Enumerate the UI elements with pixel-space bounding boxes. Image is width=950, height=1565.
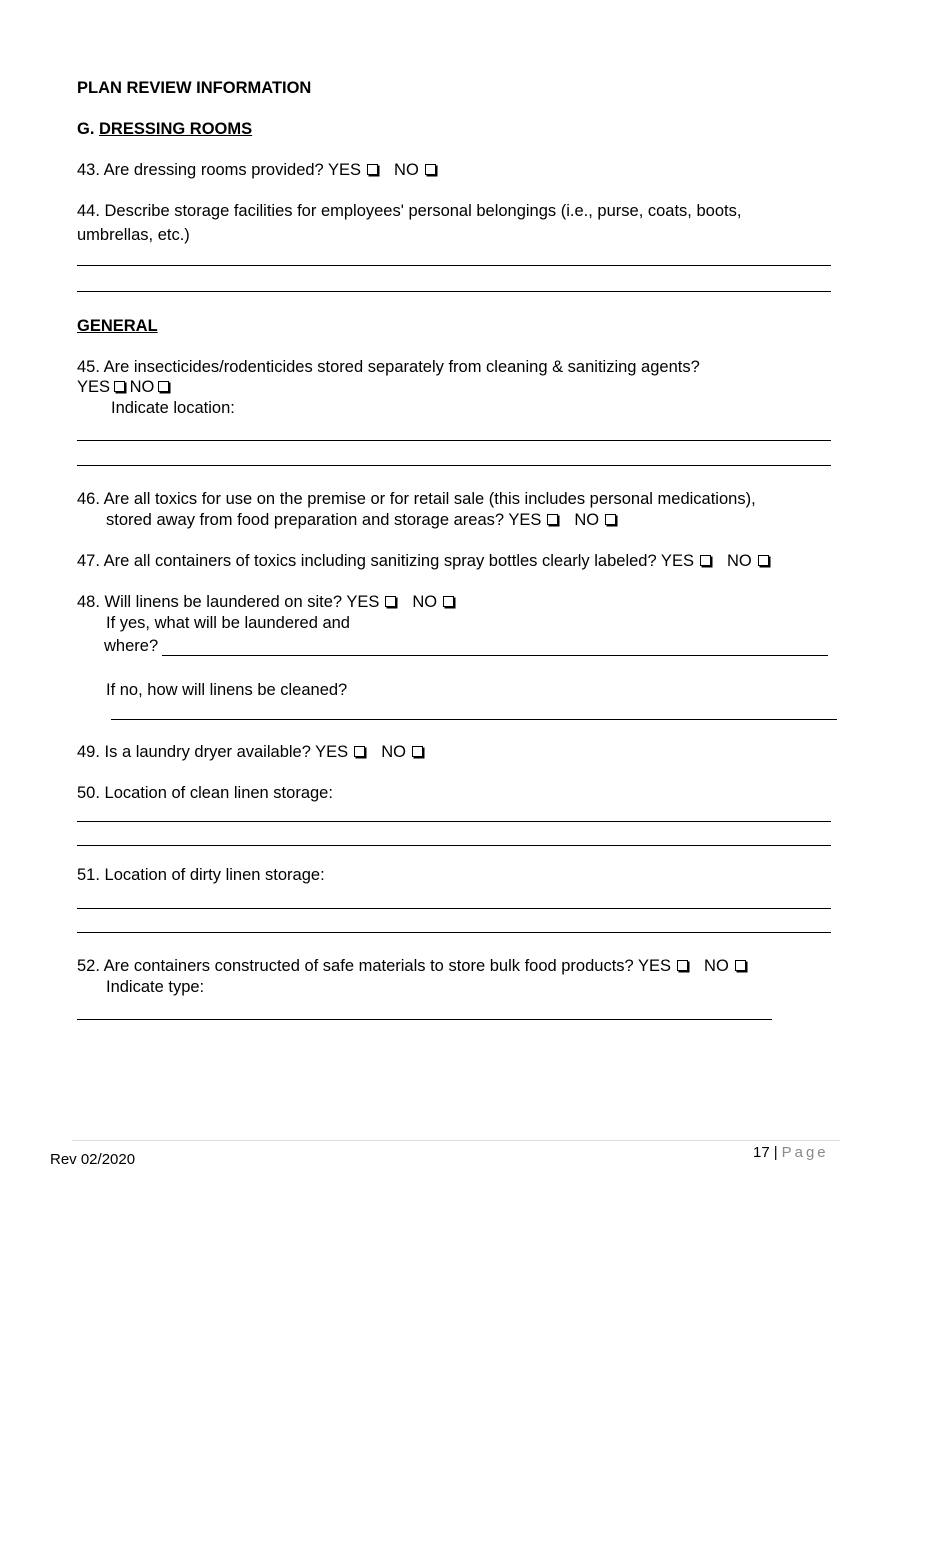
q52-no-label: NO xyxy=(704,957,729,975)
q45-no-checkbox[interactable] xyxy=(158,381,169,392)
q49-yes-checkbox[interactable] xyxy=(354,746,365,757)
q44-answer-line-1[interactable] xyxy=(77,265,831,266)
q47-no-checkbox[interactable] xyxy=(758,555,769,566)
question-45-options xyxy=(77,378,169,397)
q45-no-label: NO xyxy=(129,378,155,396)
q48-yes-checkbox[interactable] xyxy=(385,596,396,607)
q48-where-label: where? xyxy=(104,637,159,655)
q52-indicate-type: Indicate type: xyxy=(106,978,205,996)
q48-cleaning-answer-line[interactable] xyxy=(111,719,837,720)
q52-answer-line[interactable] xyxy=(77,1019,772,1020)
section-letter: G. xyxy=(77,120,100,138)
page-label: Page xyxy=(781,1144,829,1161)
q45-answer-line-2[interactable] xyxy=(77,465,831,466)
page-number xyxy=(753,1144,829,1161)
question-43 xyxy=(77,161,436,180)
q50-answer-line-1[interactable] xyxy=(77,821,831,822)
q48-no-checkbox[interactable] xyxy=(443,596,454,607)
question-46-line2 xyxy=(106,511,616,530)
question-47 xyxy=(77,552,769,571)
question-47-text: 47. Are all containers of toxics including sanitizing spray bottles clearly labeled? YES xyxy=(77,552,694,570)
q49-no-label: NO xyxy=(381,743,406,761)
footer-divider xyxy=(72,1140,840,1141)
q47-no-label: NO xyxy=(726,552,752,570)
question-51-text: 51. Location of dirty linen storage: xyxy=(77,866,325,884)
q50-answer-line-2[interactable] xyxy=(77,845,831,846)
q46-yes-checkbox[interactable] xyxy=(547,514,558,525)
q48-where-answer-line[interactable] xyxy=(162,655,828,656)
question-44-line2: umbrellas, etc.) xyxy=(77,226,190,244)
page-number-value: 17 xyxy=(753,1144,770,1161)
question-49-text: 49. Is a laundry dryer available? YES xyxy=(77,743,349,761)
question-46-line1: 46. Are all toxics for use on the premise or for retail sale (this includes personal medications), xyxy=(77,490,756,508)
q49-no-checkbox[interactable] xyxy=(412,746,423,757)
q45-indicate-location: Indicate location: xyxy=(111,399,235,417)
question-48 xyxy=(77,593,454,612)
question-52 xyxy=(77,957,746,976)
q52-yes-checkbox[interactable] xyxy=(677,960,688,971)
q45-yes-checkbox[interactable] xyxy=(114,381,125,392)
question-48-text: 48. Will linens be laundered on site? YES xyxy=(77,593,380,611)
section-title: DRESSING ROOMS xyxy=(99,120,253,138)
q46-no-label: NO xyxy=(574,511,600,529)
question-43-text: 43. Are dressing rooms provided? YES xyxy=(77,161,362,179)
q51-answer-line-2[interactable] xyxy=(77,932,831,933)
revision-label: Rev 02/2020 xyxy=(50,1151,136,1168)
q51-answer-line-1[interactable] xyxy=(77,908,831,909)
q45-answer-line-1[interactable] xyxy=(77,440,831,441)
q44-answer-line-2[interactable] xyxy=(77,291,831,292)
q43-no-label: NO xyxy=(394,161,419,179)
q43-yes-checkbox[interactable] xyxy=(367,164,378,175)
question-44-line1: 44. Describe storage facilities for employees' personal belongings (i.e., purse, coats, boots, xyxy=(77,202,742,220)
q48-if-no: If no, how will linens be cleaned? xyxy=(106,681,348,699)
q43-no-checkbox[interactable] xyxy=(425,164,436,175)
q48-if-yes: If yes, what will be laundered and xyxy=(106,614,350,632)
question-50-text: 50. Location of clean linen storage: xyxy=(77,784,333,802)
q45-yes-label: YES xyxy=(77,378,111,396)
q48-no-label: NO xyxy=(412,593,438,611)
q46-no-checkbox[interactable] xyxy=(605,514,616,525)
q52-no-checkbox[interactable] xyxy=(735,960,746,971)
page-separator: | xyxy=(773,1144,778,1161)
question-45-text: 45. Are insecticides/rodenticides stored separately from cleaning & sanitizing agents? xyxy=(77,358,700,376)
question-52-text: 52. Are containers constructed of safe materials to store bulk food products? YES xyxy=(77,957,672,975)
question-49 xyxy=(77,743,423,762)
question-46-line2-text: stored away from food preparation and storage areas? YES xyxy=(106,511,542,529)
section-heading-dressing-rooms xyxy=(77,120,252,139)
page-title: PLAN REVIEW INFORMATION xyxy=(77,79,312,97)
section-heading-general: GENERAL xyxy=(77,317,158,335)
q47-yes-checkbox[interactable] xyxy=(700,555,711,566)
